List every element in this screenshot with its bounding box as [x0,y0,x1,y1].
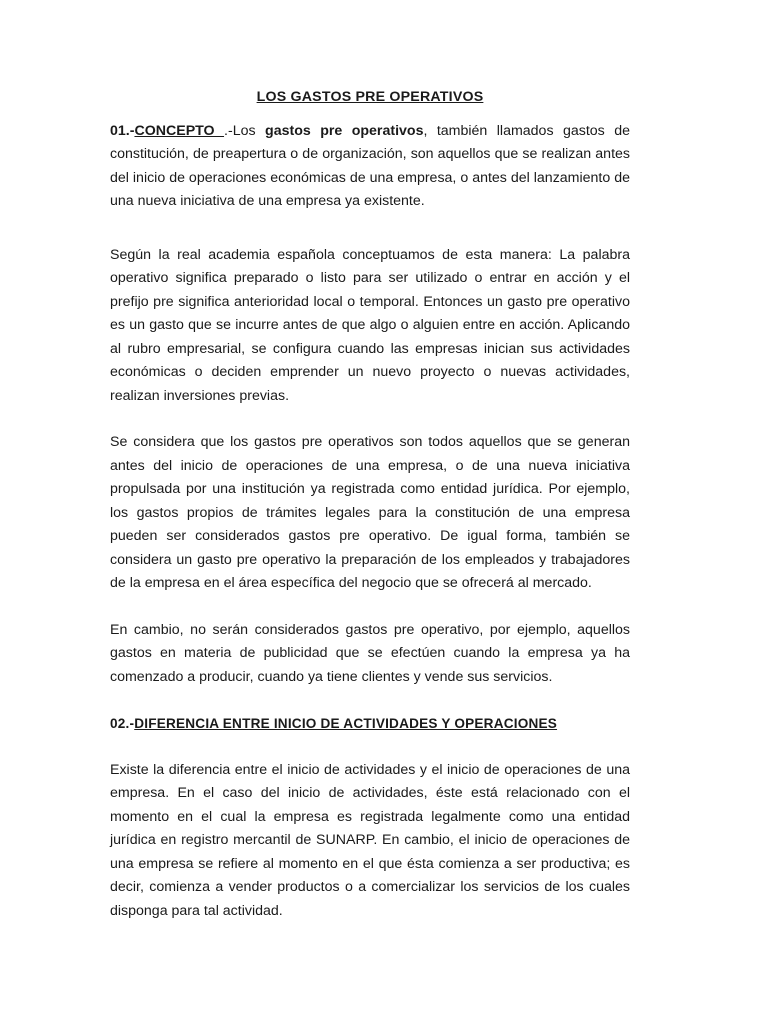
section2-heading: DIFERENCIA ENTRE INICIO DE ACTIVIDADES Y OPERACIONES [134,716,558,731]
spacer [110,214,630,244]
document-title: LOS GASTOS PRE OPERATIVOS [256,89,484,105]
document-page [110,86,630,923]
spacer [110,408,630,431]
paragraph-considered: Se considera que los gastos pre operativos son todos aquellos que se generan antes del inicio de operaciones de una empresa, o de una nueva iniciativa propulsada por una institución ya registrada como entidad jurídica. Por ejemplo, los gastos propios de trámites legales para la constitución de una empresa pueden ser considerados gastos pre operativo. De igual forma, también se considera un gasto pre operativo la preparación de los empleados y trabajadores de la empresa en el área específica del negocio que se ofrecerá al mercado. [110,434,630,591]
section1-lead-bold: gastos pre operativos [265,122,424,139]
spacer [110,736,630,759]
section1-paragraph [110,120,630,214]
section1-heading: CONCEPTO [134,122,225,139]
section1-connector: .-Los [224,122,266,139]
section1-lead-rest: , también llamados gastos de constitución, de preapertura o de organización, son aquellos que se realizan antes del inicio de operaciones económicas de una empresa, o antes del lanzamiento de una nueva iniciativa de una empresa ya existente. [110,122,630,209]
section2-heading-line [110,712,630,736]
section1-number: 01.- [110,122,135,139]
section2-number: 02.- [110,716,135,731]
section2-body: Existe la diferencia entre el inicio de actividades y el inicio de operaciones de una empresa. En el caso del inicio de actividades, éste está relacionado con el momento en el cual la empresa es registrada legalmente como una entidad jurídica en registro mercantil de SUNARP. En cambio, el inicio de operaciones de una empresa se refiere al momento en el que ésta comienza a ser productiva; es decir, comienza a vender productos o a comercializar los servicios de los cuales disponga para tal actividad. [110,761,630,919]
paragraph-not-considered: En cambio, no serán considerados gastos pre operativo, por ejemplo, aquellos gastos en materia de publicidad que se efectúen cuando la empresa ya ha comenzado a producir, cuando ya tiene clientes y vende sus servicios. [110,621,630,685]
paragraph-definition: Según la real academia española conceptuamos de esta manera: La palabra operativo significa preparado o listo para ser utilizado o entrar en acción y el prefijo pre significa anterioridad local o temporal. Entonces un gasto pre operativo es un gasto que se incurre antes de que algo o alguien entre en acción. Aplicando al rubro empresarial, se configura cuando las empresas inician sus actividades económicas o deciden emprender un nuevo proyecto o nuevas actividades, realizan inversiones previas. [110,246,630,404]
spacer [110,689,630,712]
spacer [110,596,630,619]
